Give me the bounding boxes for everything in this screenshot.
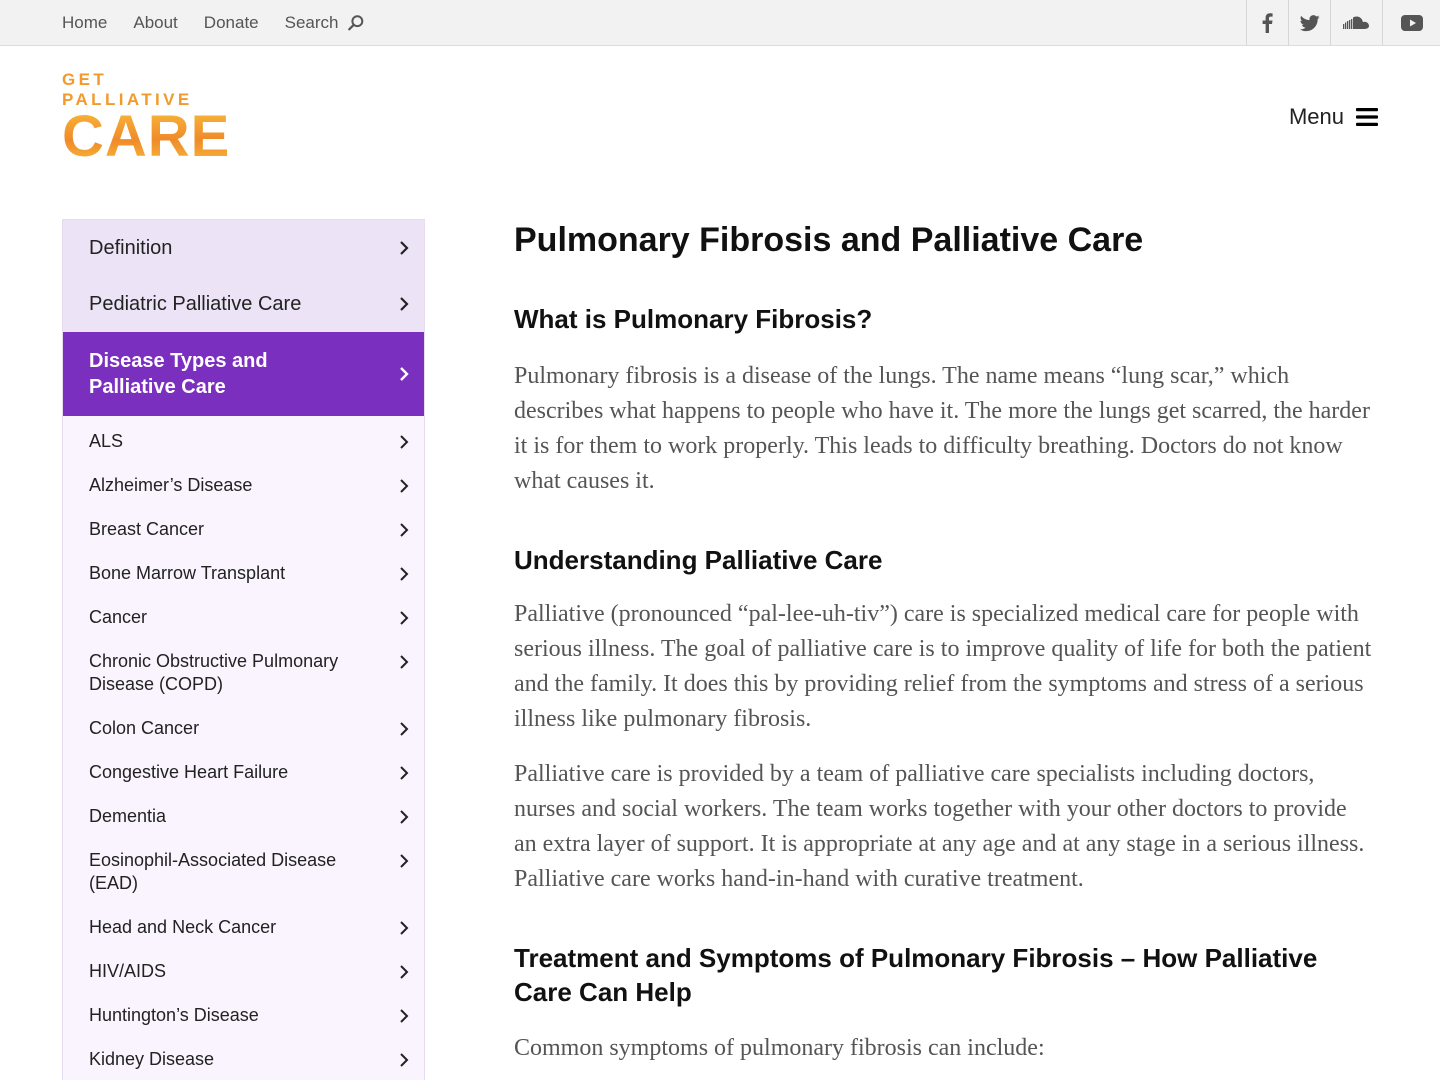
- chevron-right-icon: [398, 610, 410, 626]
- top-utility-bar: [0, 0, 1440, 46]
- chevron-right-icon: [398, 1052, 410, 1068]
- sidebar-subitem-label: Dementia: [89, 806, 167, 826]
- page-title: Pulmonary Fibrosis and Palliative Care: [514, 221, 1144, 259]
- nav-donate-label: Donate: [203, 13, 259, 32]
- sidebar-item-definition[interactable]: [63, 220, 424, 276]
- menu-button[interactable]: [1289, 104, 1378, 130]
- menu-label: Menu: [1288, 104, 1344, 129]
- chevron-right-icon: [398, 522, 410, 538]
- nav-about-link[interactable]: [133, 13, 177, 33]
- sidebar-subitem-hiv[interactable]: [63, 960, 424, 1004]
- top-nav: [62, 0, 365, 46]
- chevron-right-icon: [398, 366, 410, 382]
- youtube-icon: [1401, 15, 1423, 31]
- soundcloud-icon: [1343, 16, 1371, 30]
- sidebar-subitem-bone-marrow[interactable]: [63, 562, 424, 606]
- chevron-right-icon: [398, 809, 410, 825]
- sidebar-subitem-ead[interactable]: [63, 849, 424, 916]
- sidebar-sub-list: [63, 416, 424, 1080]
- chevron-right-icon: [398, 853, 410, 869]
- logo-wordmark: CARE: [62, 109, 237, 165]
- sidebar-subitem-label: Eosinophil-Associated Disease (EAD): [89, 850, 337, 893]
- social-links: [1246, 0, 1440, 46]
- sidebar-subitem-label: Head and Neck Cancer: [89, 917, 277, 937]
- site-logo[interactable]: [62, 70, 237, 169]
- sidebar-subitem-cancer[interactable]: [63, 606, 424, 650]
- section-heading-treatment: Treatment and Symptoms of Pulmonary Fibrosis – How Palliative Care Can Help: [514, 943, 1318, 1007]
- nav-about-label: About: [133, 13, 178, 32]
- sidebar-subitem-breast-cancer[interactable]: [63, 518, 424, 562]
- nav-donate-link[interactable]: [204, 13, 259, 33]
- sidebar-subitem-label: Chronic Obstructive Pulmonary Disease (COPD): [89, 651, 339, 694]
- nav-search-link[interactable]: [285, 13, 365, 33]
- sidebar-subitem-alzheimers[interactable]: [63, 474, 424, 518]
- sidebar-item-label: Disease Types and Palliative Care: [89, 350, 268, 398]
- sidebar-subitem-dementia[interactable]: [63, 805, 424, 849]
- sidebar-subitem-label: Congestive Heart Failure: [89, 762, 289, 782]
- chevron-right-icon: [398, 721, 410, 737]
- sidebar-subitem-head-neck[interactable]: [63, 916, 424, 960]
- chevron-right-icon: [398, 964, 410, 980]
- soundcloud-link[interactable]: [1330, 0, 1382, 46]
- nav-home-label: Home: [62, 13, 108, 32]
- paragraph-understanding-2: Palliative care is provided by a team of palliative care specialists including doctors, nurses and social workers. The team works together with your other doctors to provide an extra layer of support. It is appropriate at any age and at any stage in a serious illness. Palliative care works hand-in-hand with curative treatment.: [514, 761, 1365, 892]
- chevron-right-icon: [398, 1008, 410, 1024]
- chevron-right-icon: [398, 478, 410, 494]
- section-heading-what: What is Pulmonary Fibrosis?: [514, 304, 873, 334]
- facebook-link[interactable]: [1246, 0, 1288, 46]
- sidebar-subitem-chf[interactable]: [63, 761, 424, 805]
- sidebar-subitem-copd[interactable]: [63, 650, 424, 717]
- paragraph-symptoms: Common symptoms of pulmonary fibrosis can include:: [514, 1035, 1045, 1061]
- chevron-right-icon: [398, 654, 410, 670]
- logo-tagline: GET PALLIATIVE: [62, 70, 193, 109]
- chevron-right-icon: [398, 765, 410, 781]
- sidebar-subitem-label: HIV/AIDS: [89, 961, 167, 981]
- sidebar-item-label: Definition: [89, 236, 173, 259]
- twitter-icon: [1300, 15, 1320, 32]
- sidebar-subitem-label: Huntington’s Disease: [89, 1005, 259, 1025]
- chevron-right-icon: [398, 566, 410, 582]
- sidebar-nav: [62, 219, 425, 1080]
- sidebar-subitem-label: Bone Marrow Transplant: [89, 563, 286, 583]
- sidebar-subitem-huntingtons[interactable]: [63, 1004, 424, 1048]
- chevron-right-icon: [398, 434, 410, 450]
- paragraph-what: Pulmonary fibrosis is a disease of the lungs. The name means “lung scar,” which describes what happens to people who have it. The more the lungs get scarred, the harder it is for them to work properly. This leads to difficulty breathing. Doctors do not know what causes it.: [514, 363, 1370, 494]
- facebook-icon: [1262, 13, 1273, 33]
- sidebar-item-disease-types[interactable]: [63, 332, 424, 416]
- sidebar-subitem-label: Colon Cancer: [89, 718, 200, 738]
- sidebar-item-label: Pediatric Palliative Care: [89, 292, 302, 315]
- sidebar-subitem-label: Alzheimer’s Disease: [89, 475, 253, 495]
- chevron-right-icon: [398, 296, 410, 312]
- nav-home-link[interactable]: [62, 13, 107, 33]
- section-heading-understanding: Understanding Palliative Care: [514, 545, 883, 575]
- nav-search-label: Search: [284, 13, 339, 32]
- sidebar-subitem-label: Cancer: [89, 607, 148, 627]
- sidebar-subitem-kidney[interactable]: [63, 1048, 424, 1080]
- sidebar-subitem-als[interactable]: [63, 430, 424, 474]
- twitter-link[interactable]: [1288, 0, 1330, 46]
- chevron-right-icon: [398, 240, 410, 256]
- search-icon: [347, 14, 365, 32]
- paragraph-understanding-1: Palliative (pronounced “pal-lee-uh-tiv”) care is specialized medical care for people with serious illness. The goal of palliative care is to improve quality of life for both the patient and the family. It does this by providing relief from the symptoms and stress of a serious illness like pulmonary fibrosis.: [514, 601, 1372, 732]
- sidebar-subitem-colon-cancer[interactable]: [63, 717, 424, 761]
- chevron-right-icon: [398, 920, 410, 936]
- sidebar-item-pediatric[interactable]: [63, 276, 424, 332]
- main-content: [514, 220, 1374, 1066]
- sidebar-subitem-label: Kidney Disease: [89, 1049, 215, 1069]
- hamburger-icon: [1356, 107, 1378, 127]
- sidebar-subitem-label: Breast Cancer: [89, 519, 205, 539]
- sidebar-subitem-label: ALS: [89, 431, 124, 451]
- youtube-link[interactable]: [1382, 0, 1440, 46]
